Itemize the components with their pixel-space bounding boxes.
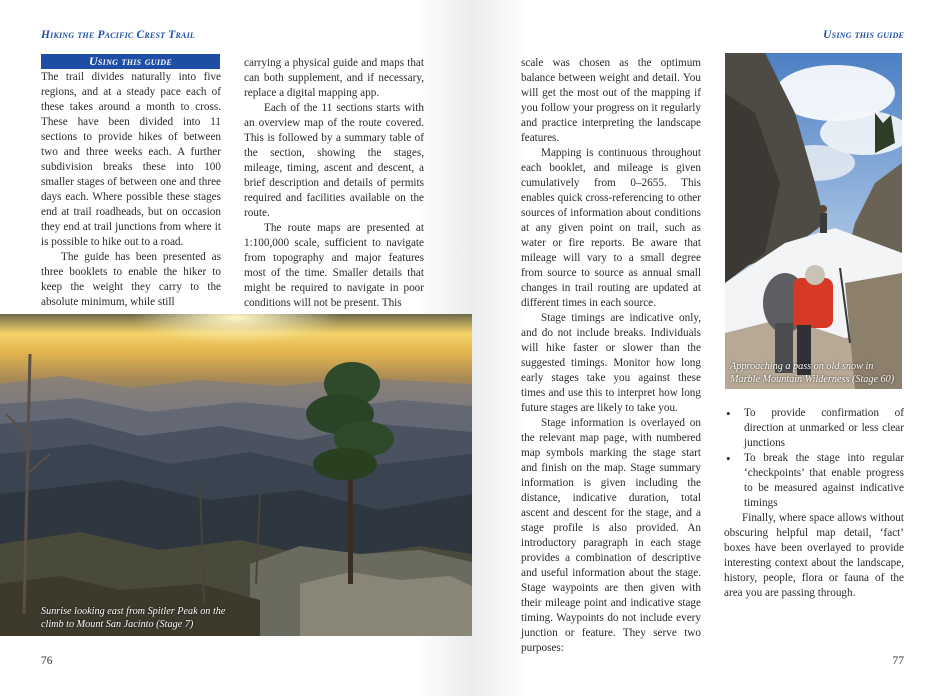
running-head-left: Hiking the Pacific Crest Trail: [41, 29, 195, 41]
paragraph: The trail divides naturally into five regions, and at a steady pace each of these takes around a month to cross. These have been divided into 11 sections to provide hikes of between two and three weeks each. A further subdivision breaks these into 100 smaller stages of between one and three days each. Where possible these stages end at trail roadheads, but on occasion they end at trail junctions from where it is possible to hike out to a road.: [41, 71, 221, 248]
paragraph: Mapping is continuous throughout each booklet, and mileage is given cumulatively from 0–2655. This enables quick cross-referencing to other sources of information about conditions at any given point on trail, such as water or fire reports. Be aware that mileage will vary to a small degree from source to source as annual small changes in trail routing are updated at different times in each source.: [521, 147, 701, 309]
right-page: [472, 0, 942, 696]
bullet-item: • To break the stage into regular ‘checkpoints’ that enable progress to be measured against indicative timings: [724, 451, 904, 511]
sunrise-photo: [0, 314, 472, 636]
photo-caption-right: Approaching a pass on old snow in Marble Mountain Wilderness (Stage 60): [730, 361, 895, 385]
paragraph: carrying a physical guide and maps that can both supplement, and if necessary, replace a digital mapping app.: [244, 57, 424, 99]
paragraph: scale was chosen as the optimum balance between weight and detail. You will get the most out of the mapping if you follow your progress on it regularly and practice interpreting the landscape features.: [521, 57, 701, 144]
page-number-right: 77: [892, 655, 904, 667]
paragraph: Each of the 11 sections starts with an overview map of the route covered. This is followed by a summary table of the section, showing the stages, mileage, timing, ascent and descent, a brief description and details of permits required and facilities available on the route.: [244, 102, 424, 219]
left-column-1: [41, 70, 221, 310]
right-column-2: [724, 406, 904, 601]
paragraph: Stage timings are indicative only, and do not include breaks. Individuals will hike faster or slower than the suggested timings. Monitor how long early stages take you against these times and use this to interpret how long future stages are likely to take you.: [521, 312, 701, 414]
paragraph: Finally, where space allows without obscuring helpful map detail, ‘fact’ boxes have been overlayed to provide interesting context about the landscape, history, people, flora or fauna of the area you are passing through.: [724, 512, 904, 599]
photo-caption-left: Sunrise looking east from Spitler Peak on the climb to Mount San Jacinto (Stage 7): [41, 606, 226, 630]
bullet-list: [724, 406, 904, 511]
left-column-2: [244, 56, 424, 311]
bullet-item: • To provide confirmation of direction at unmarked or less clear junctions: [724, 406, 904, 451]
section-heading: Using this guide: [41, 54, 220, 69]
snow-pass-photo: [725, 53, 902, 389]
page-number-left: 76: [41, 655, 53, 667]
right-column-1: [521, 56, 701, 656]
paragraph: The route maps are presented at 1:100,000 scale, sufficient to navigate from topography and major features most of the time. Smaller details that might be required to navigate in poor conditions will not be present. This: [244, 222, 424, 309]
paragraph: The guide has been presented as three booklets to enable the hiker to keep the weight they carry to the absolute minimum, while still: [41, 251, 221, 308]
running-head-right: Using this guide: [823, 29, 904, 41]
paragraph: Stage information is overlayed on the relevant map page, with numbered map symbols marking the stage start and finish on the map. Stage summary information is given including the distance, indicative duration, total ascent and descent for the stage, and a stage profile is also provided. An introductory paragraph in each stage provides a combination of descriptive and useful information about the stage. Stage waypoints are then given with their mileage point and indicative stage timing. Waypoints do not include every junction or feature. They serve two purposes:: [521, 417, 701, 654]
